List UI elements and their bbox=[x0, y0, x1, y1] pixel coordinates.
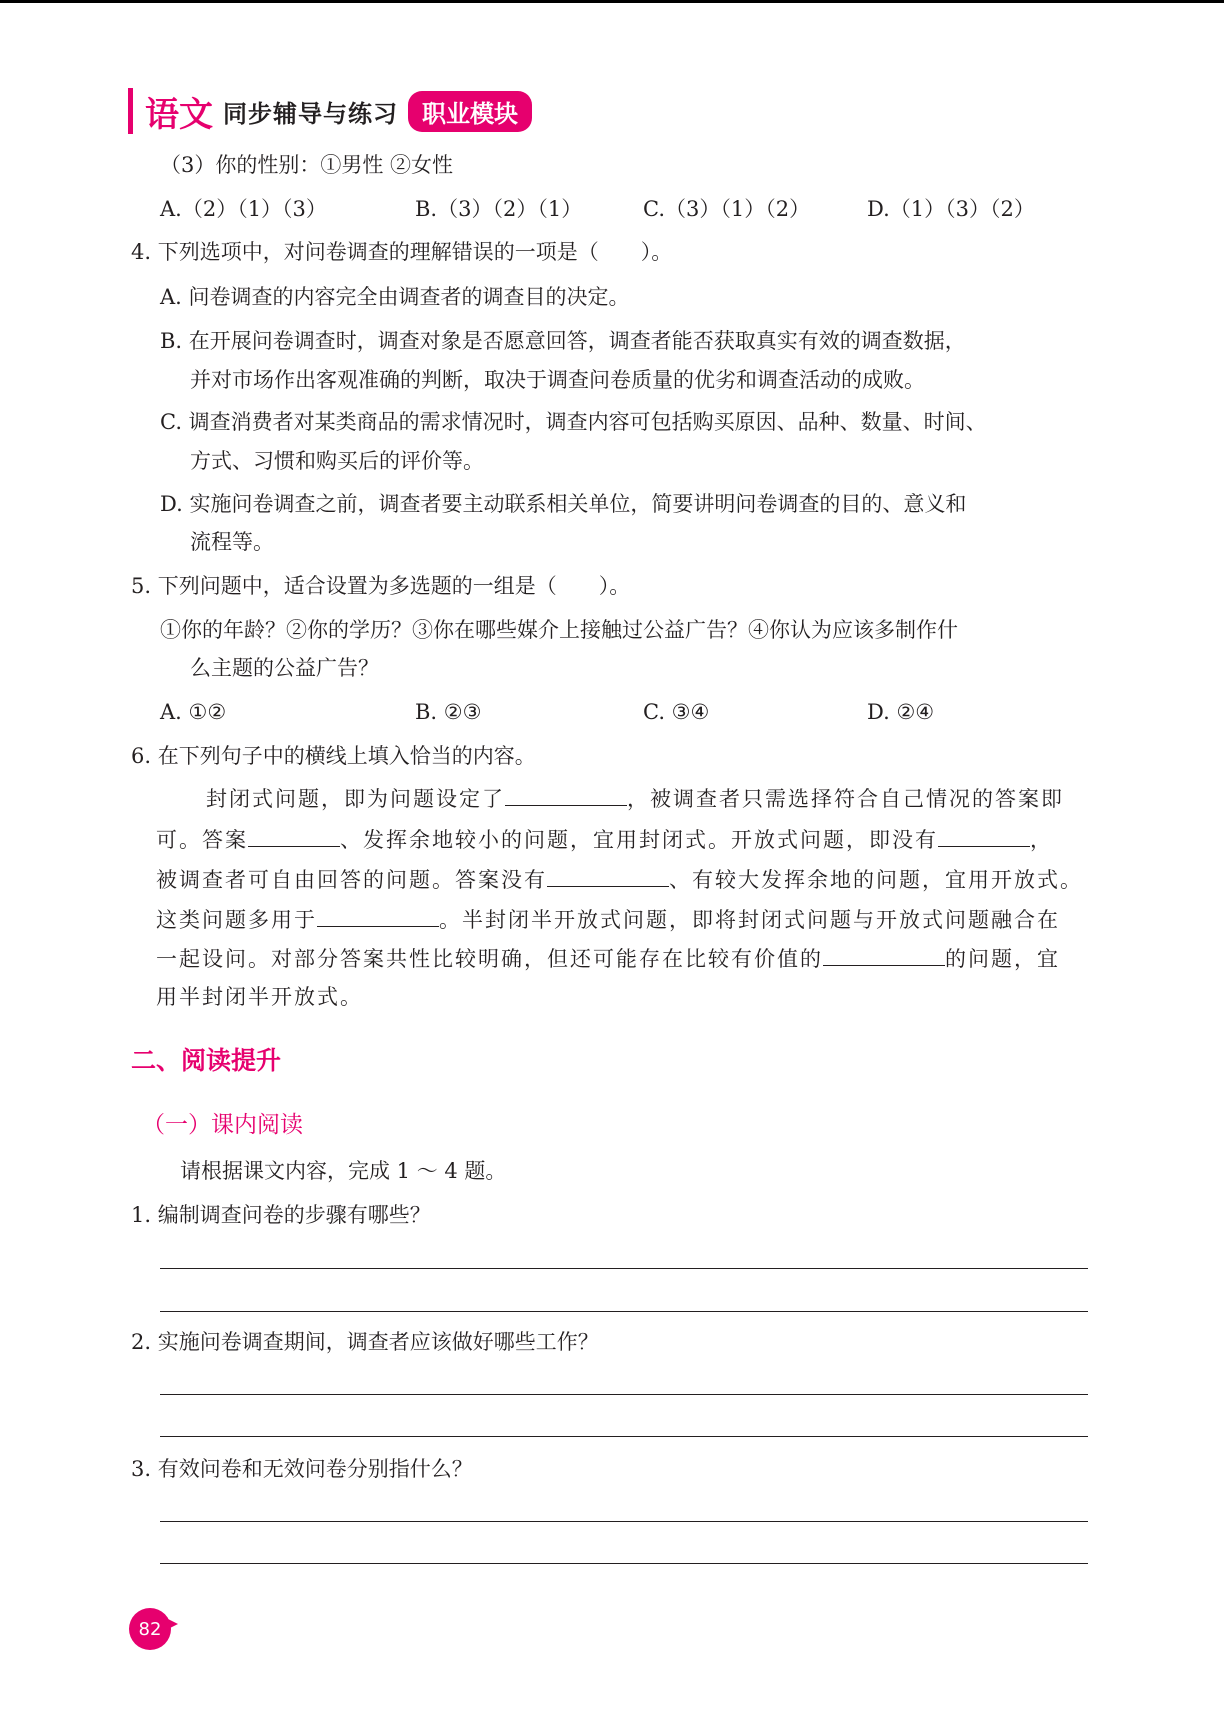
instruction: 请根据课文内容，完成 1 ～ 4 题。 bbox=[180, 1159, 507, 1183]
q6-text: ，被调查者只需选择符合自己情况的答案即 bbox=[627, 787, 1064, 811]
page-header bbox=[128, 86, 532, 136]
q6-text: 的问题，宜 bbox=[945, 947, 1060, 971]
q6-text: 、发挥余地较小的问题，宜用封闭式。开放式问题，即没有 bbox=[340, 828, 938, 852]
answer-line[interactable] bbox=[160, 1311, 1088, 1312]
header-accent-bar bbox=[128, 88, 133, 134]
fill-blank[interactable] bbox=[317, 904, 439, 927]
answer-line[interactable] bbox=[160, 1394, 1088, 1395]
q4-option-c-line2: 方式、习惯和购买后的评价等。 bbox=[190, 449, 484, 473]
q3-option-a: A.（2）（1）（3） bbox=[160, 197, 327, 221]
q4-option-a: A. 问卷调查的内容完全由调查者的调查目的决定。 bbox=[160, 285, 630, 309]
q5-items-line1: ①你的年龄？②你的学历？③你在哪些媒介上接触过公益广告？④你认为应该多制作什 bbox=[160, 618, 958, 642]
q4-option-c-line1: C. 调查消费者对某类商品的需求情况时，调查内容可包括购买原因、品种、数量、时间、 bbox=[160, 410, 987, 434]
top-border bbox=[0, 0, 1224, 3]
q3-option-c: C.（3）（1）（2） bbox=[643, 197, 811, 221]
q4-option-b-line1: B. 在开展问卷调查时，调查对象是否愿意回答，调查者能否获取真实有效的调查数据， bbox=[160, 329, 966, 353]
fill-blank[interactable] bbox=[938, 824, 1030, 847]
q6-text: 可。答案 bbox=[156, 828, 248, 852]
q5-option-b: B. ②③ bbox=[415, 700, 482, 724]
q6-stem: 6. 在下列句子中的横线上填入恰当的内容。 bbox=[131, 744, 536, 768]
fill-blank[interactable] bbox=[547, 864, 669, 887]
reading-question-3: 3. 有效问卷和无效问卷分别指什么？ bbox=[131, 1457, 473, 1481]
q6-line1 bbox=[206, 783, 1064, 814]
fill-blank[interactable] bbox=[823, 943, 945, 966]
fill-blank[interactable] bbox=[248, 824, 340, 847]
q4-option-d-line1: D. 实施问卷调查之前，调查者要主动联系相关单位，简要讲明问卷调查的目的、意义和 bbox=[160, 492, 967, 516]
q4-stem: 4. 下列选项中，对问卷调查的理解错误的一项是（ ）。 bbox=[131, 240, 673, 264]
q3-item3: （3）你的性别：①男性 ②女性 bbox=[160, 153, 454, 177]
q6-text: 封闭式问题，即为问题设定了 bbox=[206, 787, 505, 811]
answer-line[interactable] bbox=[160, 1563, 1088, 1564]
q6-text: 被调查者可自由回答的问题。答案没有 bbox=[156, 868, 547, 892]
section-heading: 二、阅读提升 bbox=[131, 1046, 282, 1075]
q6-text: 一起设问。对部分答案共性比较明确，但还可能存在比较有价值的 bbox=[156, 947, 823, 971]
q3-option-d: D.（1）（3）（2） bbox=[867, 197, 1035, 221]
header-badge: 职业模块 bbox=[408, 91, 532, 132]
answer-line[interactable] bbox=[160, 1268, 1088, 1269]
q6-line3 bbox=[156, 864, 1083, 895]
q6-text: 。半封闭半开放式问题，即将封闭式问题与开放式问题融合在 bbox=[439, 908, 1060, 932]
q6-text: 、有较大发挥余地的问题，宜用开放式。 bbox=[669, 868, 1083, 892]
q6-text: 这类问题多用于 bbox=[156, 908, 317, 932]
subsection-heading: （一）课内阅读 bbox=[142, 1112, 303, 1138]
reading-question-1: 1. 编制调查问卷的步骤有哪些？ bbox=[131, 1203, 431, 1227]
q6-line2 bbox=[156, 824, 1053, 855]
q5-stem: 5. 下列问题中，适合设置为多选题的一组是（ ）。 bbox=[131, 574, 631, 598]
q4-option-b-line2: 并对市场作出客观准确的判断，取决于调查问卷质量的优劣和调查活动的成败。 bbox=[190, 368, 925, 392]
reading-question-2: 2. 实施问卷调查期间，调查者应该做好哪些工作？ bbox=[131, 1330, 599, 1354]
q5-items-line2: 么主题的公益广告？ bbox=[190, 656, 379, 680]
header-subtitle: 同步辅导与练习 bbox=[223, 99, 398, 128]
fill-blank[interactable] bbox=[505, 783, 627, 806]
q4-option-d-line2: 流程等。 bbox=[190, 530, 274, 554]
q6-text: ， bbox=[1030, 828, 1053, 852]
q6-line4 bbox=[156, 904, 1060, 935]
q5-option-a: A. ①② bbox=[160, 700, 227, 724]
page-number: 82 bbox=[129, 1608, 171, 1650]
answer-line[interactable] bbox=[160, 1436, 1088, 1437]
header-title: 语文 bbox=[145, 94, 213, 135]
q6-line6: 用半封闭半开放式。 bbox=[156, 985, 363, 1009]
answer-line[interactable] bbox=[160, 1521, 1088, 1522]
q6-line5 bbox=[156, 943, 1060, 974]
q3-option-b: B.（3）（2）（1） bbox=[415, 197, 583, 221]
q5-option-d: D. ②④ bbox=[867, 700, 935, 724]
q5-option-c: C. ③④ bbox=[643, 700, 710, 724]
